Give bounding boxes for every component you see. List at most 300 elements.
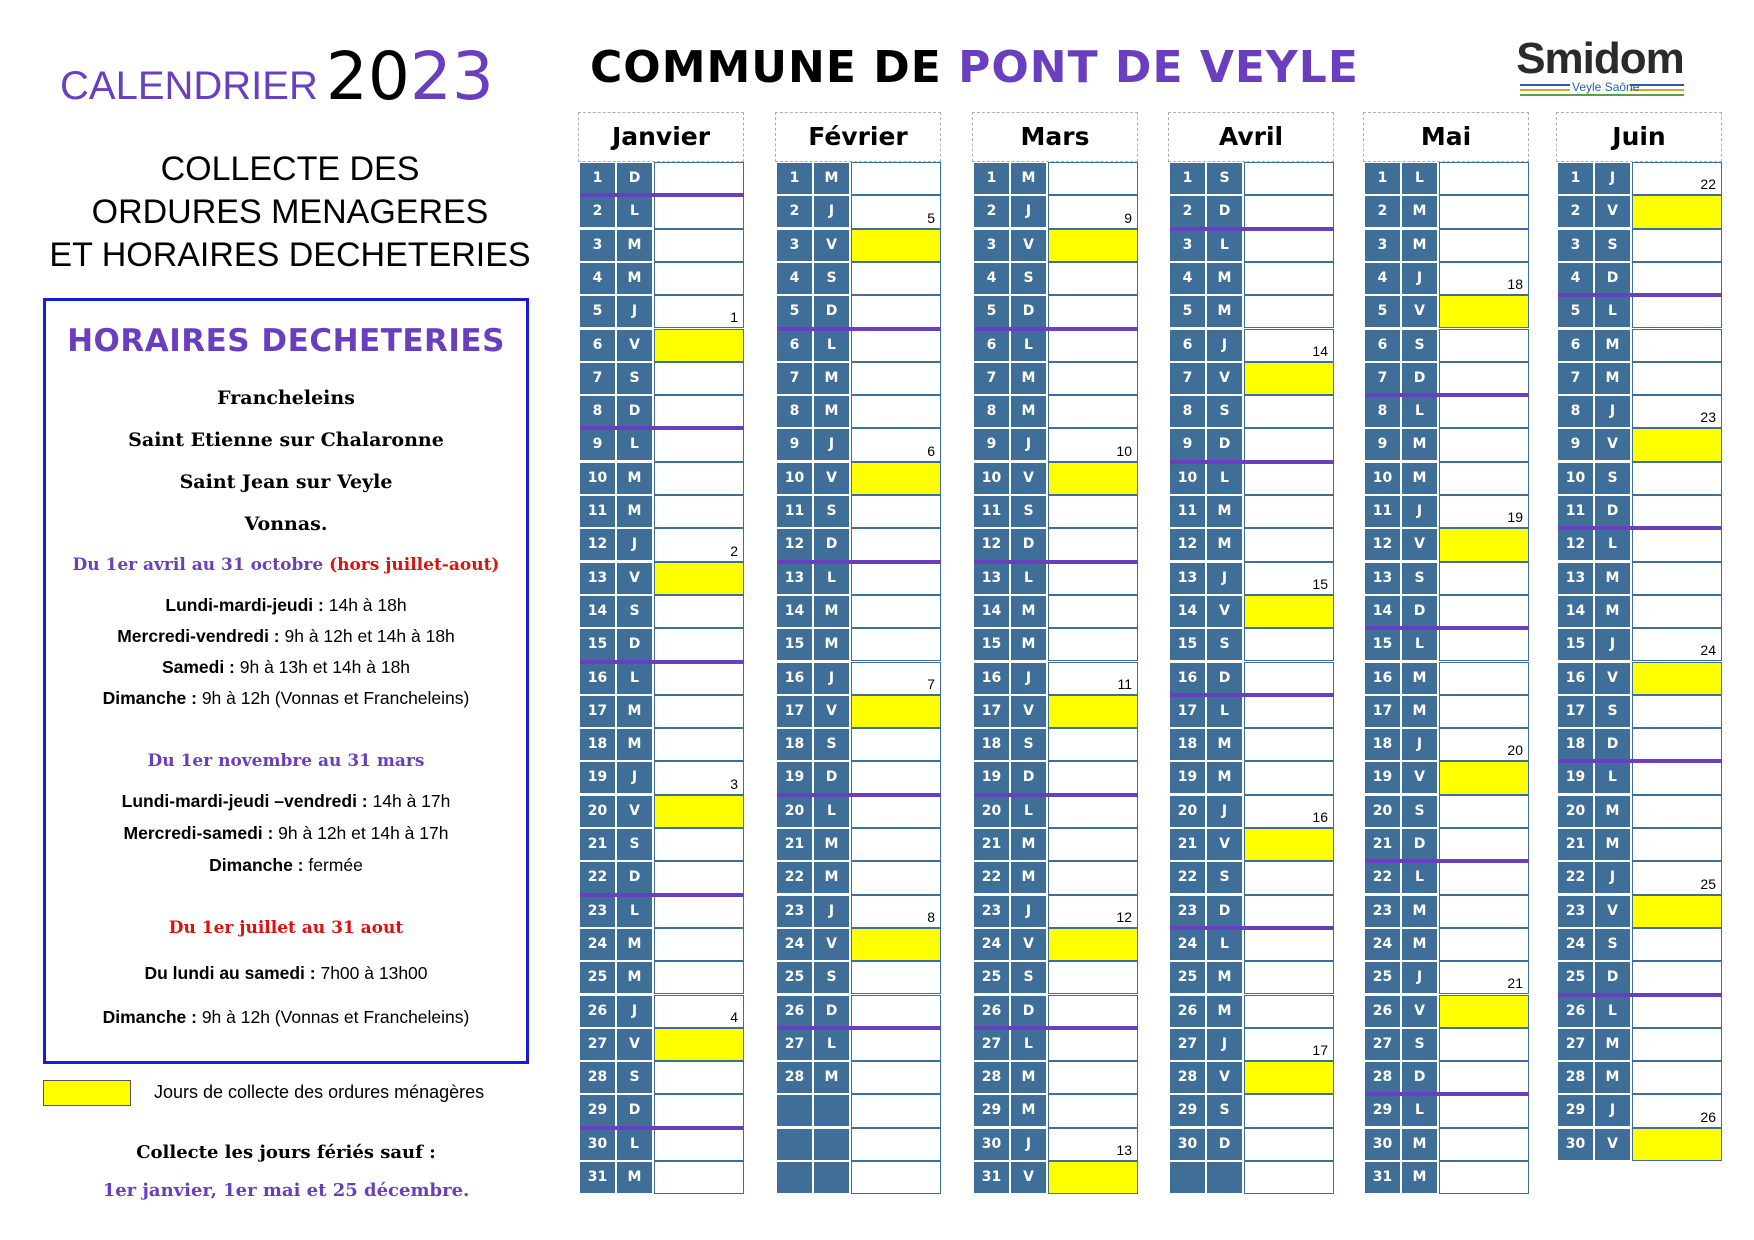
day-row (1558, 495, 1722, 528)
hours-value: 7h00 à 13h00 (315, 963, 428, 983)
day-number: 22 (974, 862, 1009, 893)
weekday-letter: M (1207, 529, 1242, 560)
collection-cell (1048, 928, 1138, 961)
day-number: 25 (1365, 962, 1400, 993)
day-row (1365, 362, 1529, 395)
day-number: 17 (1170, 696, 1205, 727)
day-number: 19 (1170, 762, 1205, 793)
day-row (777, 1061, 941, 1094)
weekday-letter (814, 1095, 849, 1126)
day-number: 22 (1558, 862, 1593, 893)
day-row (777, 528, 941, 561)
weekday-letter: M (1402, 196, 1437, 227)
day-cell (1048, 895, 1138, 928)
day-cell (1632, 395, 1722, 428)
day-number: 24 (580, 929, 615, 960)
collection-cell (1244, 1061, 1334, 1094)
day-number: 7 (1365, 363, 1400, 394)
week-number: 7 (927, 675, 935, 692)
day-row (1558, 162, 1722, 195)
day-number: 23 (1558, 896, 1593, 927)
day-cell (1439, 162, 1529, 195)
day-cell (1048, 828, 1138, 861)
collection-cell (1439, 528, 1529, 561)
day-number: 4 (1170, 263, 1205, 294)
weekday-letter: S (1207, 1095, 1242, 1126)
day-cell (1048, 295, 1138, 328)
day-cell (654, 229, 744, 262)
day-row (1558, 695, 1722, 728)
day-cell (654, 528, 744, 561)
site-name: Saint Etienne sur Chalaronne (128, 429, 444, 451)
day-cell (1244, 662, 1334, 695)
day-number: 21 (1558, 829, 1593, 860)
day-row (974, 628, 1138, 661)
day-row (974, 428, 1138, 461)
day-number: 17 (1365, 696, 1400, 727)
day-number: 10 (1170, 463, 1205, 494)
day-number: 26 (777, 996, 812, 1027)
day-row (974, 695, 1138, 728)
day-cell (1244, 229, 1334, 262)
hours-days: Lundi-mardi-jeudi –vendredi : (121, 791, 368, 811)
day-cell (654, 861, 744, 894)
hours-value: 9h à 12h et 14h à 17h (273, 823, 449, 843)
day-cell (851, 761, 941, 794)
weekday-letter: V (1402, 996, 1437, 1027)
day-row (974, 1061, 1138, 1094)
day-cell (1632, 761, 1722, 794)
weekday-letter: J (1011, 896, 1046, 927)
week-separator (1365, 859, 1529, 863)
day-cell (1244, 728, 1334, 761)
day-row (580, 295, 744, 328)
decheteries-box (43, 298, 529, 1064)
day-row (777, 395, 941, 428)
day-number: 14 (777, 596, 812, 627)
weekday-letter: S (1595, 463, 1630, 494)
weekday-letter: M (617, 230, 652, 261)
day-number: 20 (580, 796, 615, 827)
day-number: 6 (974, 330, 1009, 361)
weekday-letter: M (1011, 163, 1046, 194)
week-number: 10 (1116, 442, 1132, 459)
day-number: 3 (1558, 230, 1593, 261)
day-cell (851, 795, 941, 828)
weekday-letter: L (814, 330, 849, 361)
day-row (1365, 928, 1529, 961)
day-cell (1048, 395, 1138, 428)
day-number: 20 (1558, 796, 1593, 827)
day-row (1558, 195, 1722, 228)
day-number: 11 (580, 496, 615, 527)
month-name: Janvier (578, 112, 744, 162)
day-cell (1439, 595, 1529, 628)
day-number: 7 (580, 363, 615, 394)
day-row (777, 1161, 941, 1194)
week-separator (1558, 759, 1722, 763)
day-cell (1439, 795, 1529, 828)
week-number: 17 (1312, 1042, 1328, 1059)
day-cell (851, 995, 941, 1028)
day-cell (654, 1061, 744, 1094)
weekday-letter: M (617, 263, 652, 294)
weekday-letter: L (1402, 1095, 1437, 1126)
day-row (1365, 728, 1529, 761)
weekday-letter: M (814, 363, 849, 394)
day-row (580, 362, 744, 395)
weekday-letter: J (814, 429, 849, 460)
day-row (580, 795, 744, 828)
day-row (1170, 528, 1334, 561)
period-1-note: (hors juillet-aout) (329, 555, 500, 575)
day-row (777, 229, 941, 262)
day-cell (1632, 795, 1722, 828)
day-row (1365, 495, 1529, 528)
weekday-letter: D (814, 762, 849, 793)
weekday-letter: J (1207, 1029, 1242, 1060)
day-cell (654, 728, 744, 761)
weekday-letter: D (1011, 762, 1046, 793)
day-cell (1439, 229, 1529, 262)
weekday-letter: L (1402, 396, 1437, 427)
weekday-letter: L (1207, 929, 1242, 960)
day-row (974, 495, 1138, 528)
day-number: 25 (1170, 962, 1205, 993)
day-number: 17 (1558, 696, 1593, 727)
day-number: 16 (974, 663, 1009, 694)
day-row (1558, 895, 1722, 928)
day-row (777, 728, 941, 761)
day-number: 30 (974, 1129, 1009, 1160)
collection-cell (1244, 595, 1334, 628)
collection-cell (1048, 229, 1138, 262)
day-number: 2 (777, 196, 812, 227)
weekday-letter: V (1207, 363, 1242, 394)
day-cell (851, 162, 941, 195)
day-row (1365, 828, 1529, 861)
day-number: 21 (1170, 829, 1205, 860)
week-separator (1170, 693, 1334, 697)
day-cell (1048, 795, 1138, 828)
day-number: 5 (974, 296, 1009, 327)
day-cell (1632, 628, 1722, 661)
day-row (1558, 462, 1722, 495)
week-number: 19 (1507, 509, 1523, 526)
day-number: 18 (1365, 729, 1400, 760)
day-cell (851, 528, 941, 561)
weekday-letter: M (1402, 696, 1437, 727)
week-number: 1 (730, 309, 738, 326)
day-cell (851, 895, 941, 928)
hours-days: Dimanche : (102, 688, 197, 708)
day-row (1170, 795, 1334, 828)
weekday-letter: M (1207, 762, 1242, 793)
day-number: 24 (974, 929, 1009, 960)
day-number: 31 (974, 1162, 1009, 1193)
day-cell (1048, 728, 1138, 761)
day-cell (654, 628, 744, 661)
day-cell (654, 1128, 744, 1161)
weekday-letter: J (1595, 862, 1630, 893)
day-number: 24 (1170, 929, 1205, 960)
hours-value: fermée (303, 855, 363, 875)
day-number: 31 (580, 1162, 615, 1193)
week-number: 18 (1507, 276, 1523, 293)
weekday-letter: S (1207, 629, 1242, 660)
week-separator (777, 793, 941, 797)
day-row (974, 928, 1138, 961)
legend-swatch (43, 1080, 131, 1106)
day-cell (851, 728, 941, 761)
day-number: 23 (580, 896, 615, 927)
day-number: 3 (580, 230, 615, 261)
day-number: 30 (1170, 1129, 1205, 1160)
day-number: 1 (1558, 163, 1593, 194)
day-row (1170, 961, 1334, 994)
day-number: 3 (1170, 230, 1205, 261)
day-cell (1632, 961, 1722, 994)
period-1-dates: Du 1er avril au 31 octobre (72, 555, 324, 575)
day-number: 21 (777, 829, 812, 860)
day-row (1170, 229, 1334, 262)
day-row (974, 395, 1138, 428)
day-row (1365, 995, 1529, 1028)
day-row (1170, 695, 1334, 728)
day-row (1365, 329, 1529, 362)
hours-line (46, 595, 526, 616)
day-number: 26 (1170, 996, 1205, 1027)
day-cell (1439, 961, 1529, 994)
weekday-letter: J (814, 896, 849, 927)
day-number: 9 (777, 429, 812, 460)
weekday-letter: S (1595, 230, 1630, 261)
day-cell (1048, 562, 1138, 595)
collecte-title-line: ORDURES MENAGERES (91, 193, 489, 231)
week-number: 21 (1507, 975, 1523, 992)
day-row (974, 828, 1138, 861)
day-number: 12 (974, 529, 1009, 560)
week-separator (974, 327, 1138, 331)
day-number: 29 (974, 1095, 1009, 1126)
weekday-letter: S (1207, 396, 1242, 427)
week-separator (974, 1026, 1138, 1030)
day-number: 24 (777, 929, 812, 960)
day-number: 8 (1365, 396, 1400, 427)
day-row (1365, 1128, 1529, 1161)
day-cell (1048, 195, 1138, 228)
day-cell (654, 362, 744, 395)
day-cell (851, 395, 941, 428)
day-cell (1439, 462, 1529, 495)
hours-value: 9h à 12h (Vonnas et Francheleins) (196, 1007, 470, 1027)
day-number: 28 (1558, 1062, 1593, 1093)
weekday-letter: J (1011, 196, 1046, 227)
day-row (1558, 928, 1722, 961)
day-number: 14 (974, 596, 1009, 627)
day-cell (654, 895, 744, 928)
day-number: 8 (1558, 396, 1593, 427)
collection-cell (1632, 195, 1722, 228)
day-cell (851, 262, 941, 295)
weekday-letter: D (617, 862, 652, 893)
day-cell (1048, 961, 1138, 994)
day-cell (654, 262, 744, 295)
day-cell (851, 1028, 941, 1061)
day-row (580, 595, 744, 628)
day-row (580, 528, 744, 561)
day-cell (851, 362, 941, 395)
weekday-letter: M (1402, 230, 1437, 261)
day-row (1170, 662, 1334, 695)
day-row (777, 1128, 941, 1161)
day-row (974, 329, 1138, 362)
week-separator (1365, 1092, 1529, 1096)
week-separator (580, 893, 744, 897)
day-cell (851, 1128, 941, 1161)
day-number: 10 (777, 463, 812, 494)
weekday-letter: M (814, 396, 849, 427)
day-number: 25 (580, 962, 615, 993)
day-number: 14 (580, 596, 615, 627)
collection-cell (1632, 662, 1722, 695)
week-number: 20 (1507, 742, 1523, 759)
day-number: 13 (974, 563, 1009, 594)
day-cell (851, 861, 941, 894)
hours-days: Samedi : (161, 657, 235, 677)
week-separator (777, 560, 941, 564)
week-separator (974, 560, 1138, 564)
day-row (580, 961, 744, 994)
weekday-letter: L (617, 196, 652, 227)
weekday-letter: M (617, 729, 652, 760)
day-row (1170, 628, 1334, 661)
weekday-letter: M (1595, 596, 1630, 627)
day-row (1170, 728, 1334, 761)
day-number: 3 (974, 230, 1009, 261)
day-cell (654, 961, 744, 994)
day-row (1558, 295, 1722, 328)
weekday-letter: M (814, 596, 849, 627)
day-cell (851, 428, 941, 461)
day-row (1558, 229, 1722, 262)
day-number: 22 (777, 862, 812, 893)
day-row (974, 262, 1138, 295)
day-number: 4 (777, 263, 812, 294)
day-cell (1048, 861, 1138, 894)
day-row (580, 895, 744, 928)
week-number: 3 (730, 775, 738, 792)
day-number: 22 (1170, 862, 1205, 893)
weekday-letter: D (617, 629, 652, 660)
day-row (1170, 828, 1334, 861)
day-number: 27 (777, 1029, 812, 1060)
day-cell (1439, 495, 1529, 528)
day-cell (1632, 728, 1722, 761)
day-number: 15 (1558, 629, 1593, 660)
collection-cell (1439, 995, 1529, 1028)
day-row (1170, 928, 1334, 961)
day-cell (1632, 1028, 1722, 1061)
weekday-letter: V (1595, 429, 1630, 460)
day-row (777, 861, 941, 894)
weekday-letter: V (1402, 296, 1437, 327)
day-number: 30 (580, 1129, 615, 1160)
day-cell (1439, 1161, 1529, 1194)
weekday-letter: L (1595, 996, 1630, 1027)
day-row (974, 861, 1138, 894)
day-row (1558, 562, 1722, 595)
day-number: 19 (777, 762, 812, 793)
weekday-letter: M (1011, 596, 1046, 627)
weekday-letter: M (1011, 396, 1046, 427)
weekday-letter: S (1595, 696, 1630, 727)
day-number: 7 (1170, 363, 1205, 394)
day-cell (1439, 628, 1529, 661)
day-cell (1244, 295, 1334, 328)
day-cell (1244, 861, 1334, 894)
week-separator (974, 793, 1138, 797)
week-number: 8 (927, 908, 935, 925)
day-number: 10 (580, 463, 615, 494)
day-row (1365, 1094, 1529, 1127)
weekday-letter: L (1595, 529, 1630, 560)
day-number: 11 (777, 496, 812, 527)
weekday-letter: L (814, 563, 849, 594)
smidom-logo (1512, 34, 1688, 96)
weekday-letter: M (1595, 1029, 1630, 1060)
collecte-title-line: ET HORAIRES DECHETERIES (49, 236, 531, 274)
weekday-letter: M (617, 1162, 652, 1193)
calendar-title (60, 38, 530, 115)
day-cell (1439, 262, 1529, 295)
weekday-letter: L (1207, 696, 1242, 727)
week-separator (580, 193, 744, 197)
day-row (1365, 795, 1529, 828)
weekday-letter: D (1595, 962, 1630, 993)
day-row (1170, 195, 1334, 228)
day-row (1170, 162, 1334, 195)
day-row (974, 1028, 1138, 1061)
week-separator (1170, 460, 1334, 464)
week-number: 15 (1312, 575, 1328, 592)
day-cell (1439, 928, 1529, 961)
collection-cell (851, 928, 941, 961)
day-number: 9 (580, 429, 615, 460)
weekday-letter: J (814, 196, 849, 227)
day-number: 6 (1365, 330, 1400, 361)
day-cell (1632, 828, 1722, 861)
day-number: 11 (1558, 496, 1593, 527)
weekday-letter: J (1011, 1129, 1046, 1160)
day-number: 15 (1170, 629, 1205, 660)
weekday-letter: L (1207, 230, 1242, 261)
weekday-letter: M (1595, 1062, 1630, 1093)
collection-cell (654, 329, 744, 362)
day-row (1365, 1161, 1529, 1194)
day-cell (851, 562, 941, 595)
day-row (580, 1161, 744, 1194)
day-number: 29 (580, 1095, 615, 1126)
day-row (974, 895, 1138, 928)
day-cell (1439, 395, 1529, 428)
day-row (1365, 528, 1529, 561)
weekday-letter: S (617, 596, 652, 627)
day-cell (654, 295, 744, 328)
day-row (777, 462, 941, 495)
day-number: 11 (1365, 496, 1400, 527)
weekday-letter: L (814, 796, 849, 827)
